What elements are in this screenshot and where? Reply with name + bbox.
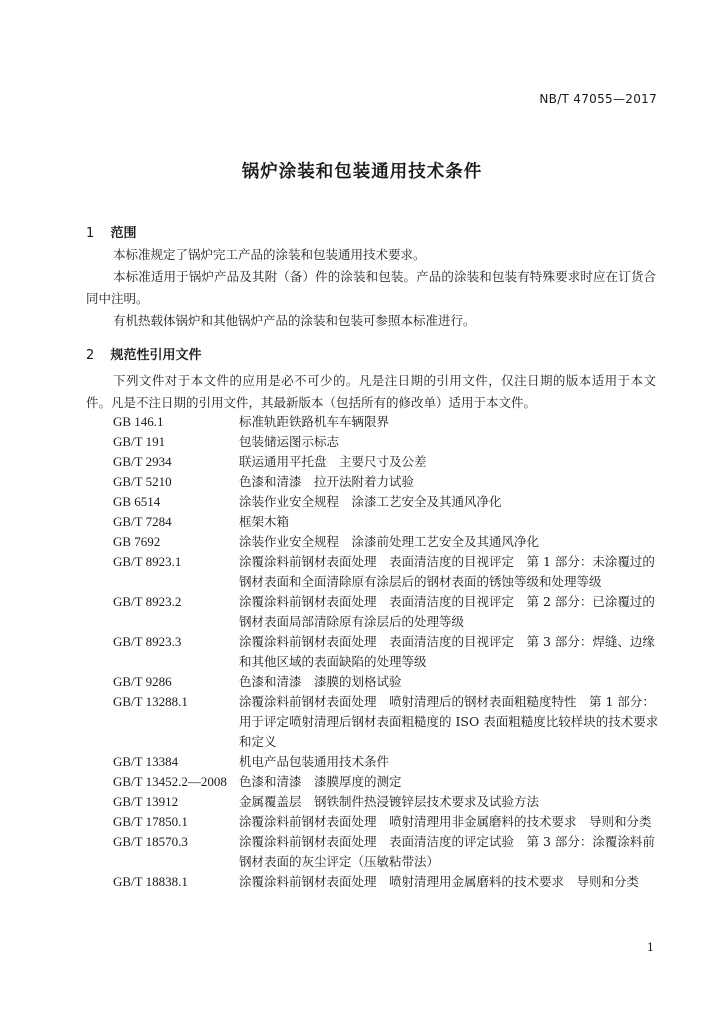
section-1-paragraph-1: 本标准规定了锅炉完工产品的涂装和包装通用技术要求。	[113, 247, 426, 262]
document-code: NB/T 47055—2017	[539, 92, 657, 106]
reference-item	[113, 672, 663, 692]
reference-title: 涂覆涂料前钢材表面处理 表面清洁度的目视评定 第 3 部分：焊缝、边缘和其他区域的表面缺陷的处理等级	[239, 634, 655, 669]
normative-references-list	[113, 412, 663, 892]
reference-title: 机电产品包装通用技术条件	[239, 754, 390, 769]
reference-item	[113, 772, 663, 792]
reference-item	[113, 792, 663, 812]
page-number: 1	[647, 941, 654, 954]
reference-item	[113, 512, 663, 532]
reference-code: GB/T 18570.3	[113, 834, 188, 849]
reference-code: GB/T 18838.1	[113, 874, 188, 889]
reference-title: 色漆和清漆 漆膜厚度的测定	[239, 774, 402, 789]
reference-title: 涂覆涂料前钢材表面处理 表面清洁度的目视评定 第 1 部分：未涂覆过的钢材表面和全面清除原有涂层后的钢材表面的锈蚀等级和处理等级	[239, 554, 655, 589]
reference-item	[113, 632, 663, 672]
reference-code: GB 6514	[113, 494, 161, 509]
section-1-heading	[86, 222, 137, 241]
reference-code: GB/T 7284	[113, 514, 172, 529]
reference-title: 涂覆涂料前钢材表面处理 表面清洁度的目视评定 第 2 部分：已涂覆过的钢材表面局部清除原有涂层后的处理等级	[239, 594, 655, 629]
reference-code: GB/T 5210	[113, 474, 172, 489]
reference-item	[113, 432, 663, 452]
reference-item	[113, 692, 663, 752]
reference-code: GB/T 8923.2	[113, 594, 182, 609]
reference-item	[113, 752, 663, 772]
section-2-number: 2	[86, 348, 95, 363]
reference-item	[113, 552, 663, 592]
reference-item	[113, 472, 663, 492]
reference-code: GB/T 2934	[113, 454, 172, 469]
reference-title: 色漆和清漆 漆膜的划格试验	[239, 674, 402, 689]
section-1-paragraph-2: 本标准适用于锅炉产品及其附（备）件的涂装和包装。产品的涂装和包装有特殊要求时应在订货合同中注明。	[86, 269, 656, 306]
section-2-intro: 下列文件对于本文件的应用是必不可少的。凡是注日期的引用文件，仅注日期的版本适用于本文件。凡是不注日期的引用文件，其最新版本（包括所有的修改单）适用于本文件。	[86, 373, 656, 410]
reference-title: 标准轨距铁路机车车辆限界	[239, 414, 390, 429]
reference-code: GB/T 13288.1	[113, 694, 188, 709]
reference-title: 涂装作业安全规程 涂漆工艺安全及其通风净化	[239, 494, 502, 509]
reference-title: 涂覆涂料前钢材表面处理 喷射清理用非金属磨料的技术要求 导则和分类	[239, 814, 652, 829]
reference-code: GB/T 13452.2—2008	[113, 774, 227, 789]
reference-title: 包装储运图示标志	[239, 434, 340, 449]
reference-item	[113, 832, 663, 872]
reference-item	[113, 592, 663, 632]
reference-code: GB 146.1	[113, 414, 164, 429]
reference-code: GB/T 17850.1	[113, 814, 188, 829]
reference-title: 色漆和清漆 拉开法附着力试验	[239, 474, 415, 489]
reference-title: 涂覆涂料前钢材表面处理 表面清洁度的评定试验 第 3 部分：涂覆涂料前钢材表面的灰尘评定（压敏粘带法）	[239, 834, 655, 869]
reference-title: 涂装作业安全规程 涂漆前处理工艺安全及其通风净化	[239, 534, 540, 549]
section-1-paragraph-3: 有机热载体锅炉和其他锅炉产品的涂装和包装可参照本标准进行。	[113, 313, 476, 328]
reference-code: GB/T 191	[113, 434, 166, 449]
reference-code: GB/T 9286	[113, 674, 172, 689]
document-title: 锅炉涂装和包装通用技术条件	[241, 162, 483, 182]
reference-code: GB 7692	[113, 534, 161, 549]
reference-title: 联运通用平托盘 主要尺寸及公差	[239, 454, 427, 469]
reference-code: GB/T 8923.3	[113, 634, 182, 649]
reference-item	[113, 412, 663, 432]
reference-title: 框架木箱	[239, 514, 290, 529]
reference-code: GB/T 8923.1	[113, 554, 182, 569]
section-2-title: 规范性引用文件	[110, 348, 202, 363]
reference-item	[113, 452, 663, 472]
reference-item	[113, 532, 663, 552]
reference-title: 涂覆涂料前钢材表面处理 喷射清理用金属磨料的技术要求 导则和分类	[239, 874, 640, 889]
reference-item	[113, 812, 663, 832]
section-2-heading	[86, 344, 202, 363]
section-1-number: 1	[86, 226, 95, 241]
reference-title: 涂覆涂料前钢材表面处理 喷射清理后的钢材表面粗糙度特性 第 1 部分：用于评定喷射清理后钢材表面粗糙度的 ISO 表面粗糙度比较样块的技术要求和定义	[239, 694, 659, 749]
reference-title: 金属覆盖层 钢铁制件热浸镀锌层技术要求及试验方法	[239, 794, 540, 809]
reference-code: GB/T 13384	[113, 754, 179, 769]
reference-code: GB/T 13912	[113, 794, 179, 809]
reference-item	[113, 492, 663, 512]
section-1-title: 范围	[110, 226, 137, 241]
reference-item	[113, 872, 663, 892]
